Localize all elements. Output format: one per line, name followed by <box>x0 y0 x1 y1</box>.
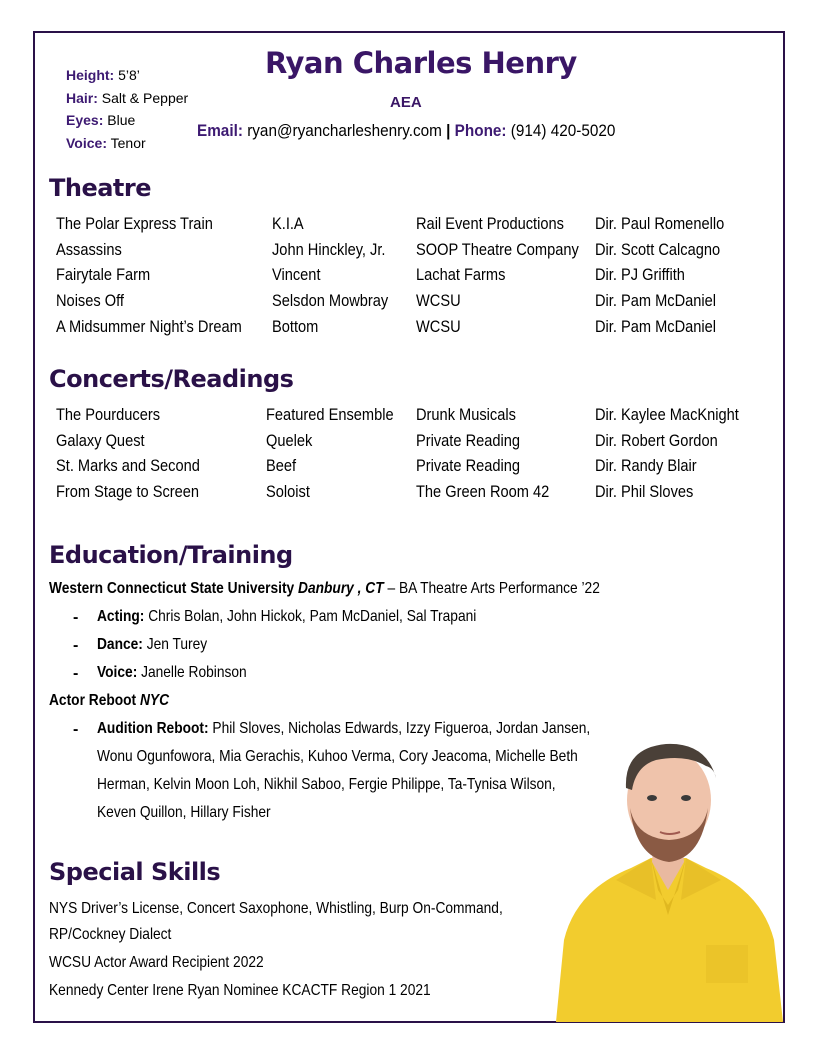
contact-separator: | <box>446 121 451 140</box>
education-heading: Education/Training <box>49 541 293 569</box>
skill-line: Kennedy Center Irene Ryan Nominee KCACTF Region 1 2021 <box>49 982 431 999</box>
skill-line: RP/Cockney Dialect <box>49 926 172 943</box>
stat-voice: Voice: Tenor <box>66 134 146 151</box>
audition-reboot-line-2: Wonu Ogunfowora, Mia Gerachis, Kuhoo Verma, Cory Jeacoma, Michelle Beth <box>97 748 578 765</box>
contact-line <box>197 121 615 141</box>
theatre-cell: WCSU <box>416 291 461 311</box>
theatre-cell: Dir. Scott Calcagno <box>595 239 721 259</box>
skill-line: WCSU Actor Award Recipient 2022 <box>49 954 264 971</box>
concerts-cell: Dir. Phil Sloves <box>595 482 694 502</box>
concerts-cell: The Green Room 42 <box>416 482 550 502</box>
training-acting: Acting: Chris Bolan, John Hickok, Pam McDaniel, Sal Trapani <box>97 608 477 625</box>
phone-number: (914) 420-5020 <box>510 121 616 140</box>
theatre-cell: John Hinckley, Jr. <box>272 239 386 259</box>
theatre-heading: Theatre <box>49 174 152 202</box>
stat-height: Height: 5’8’ <box>66 67 140 83</box>
concerts-heading: Concerts/Readings <box>49 365 294 393</box>
theatre-cell: WCSU <box>416 316 461 336</box>
concerts-cell: Dir. Randy Blair <box>595 456 697 476</box>
audition-reboot-line-4: Keven Quillon, Hillary Fisher <box>97 804 271 821</box>
email-link[interactable]: ryan@ryancharleshenry.com <box>247 121 442 140</box>
bullet-dash: - <box>73 637 79 654</box>
theatre-cell: A Midsummer Night’s Dream <box>56 316 242 336</box>
theatre-cell: The Polar Express Train <box>56 214 213 233</box>
concerts-cell: Beef <box>266 456 297 476</box>
theatre-cell: Vincent <box>272 265 321 285</box>
phone-label: Phone: <box>454 121 507 140</box>
concerts-cell: Soloist <box>266 482 310 502</box>
audition-reboot-line-1: Audition Reboot: Phil Sloves, Nicholas Edwards, Izzy Figueroa, Jordan Jansen, <box>97 720 591 737</box>
bullet-dash: - <box>73 721 79 738</box>
bullet-dash: - <box>73 665 79 682</box>
concerts-cell: Dir. Kaylee MacKnight <box>595 405 739 424</box>
concerts-cell: Quelek <box>266 430 313 450</box>
union-affiliation: AEA <box>390 94 422 111</box>
theatre-cell: Bottom <box>272 316 319 336</box>
actor-name: Ryan Charles Henry <box>265 46 577 80</box>
theatre-cell: Noises Off <box>56 291 124 311</box>
concerts-cell: Drunk Musicals <box>416 405 516 424</box>
headshot-photo <box>556 740 783 1022</box>
theatre-cell: K.I.A <box>272 214 304 233</box>
stat-eyes: Eyes: Blue <box>66 112 136 128</box>
concerts-cell: Private Reading <box>416 430 521 450</box>
concerts-cell: St. Marks and Second <box>56 456 200 476</box>
theatre-cell: Dir. Pam McDaniel <box>595 291 717 311</box>
stat-hair: Hair: Salt & Pepper <box>66 89 189 106</box>
bullet-dash: - <box>73 609 79 626</box>
training-voice: Voice: Janelle Robinson <box>97 664 247 681</box>
skill-line: NYS Driver’s License, Concert Saxophone, Whistling, Burp On-Command, <box>49 900 503 917</box>
concerts-cell: Featured Ensemble <box>266 405 394 424</box>
concerts-cell: Private Reading <box>416 456 521 476</box>
email-label: Email: <box>197 121 243 140</box>
training-dance: Dance: Jen Turey <box>97 636 208 653</box>
concerts-cell: The Pourducers <box>56 405 161 424</box>
concerts-cell: Dir. Robert Gordon <box>595 430 718 450</box>
theatre-cell: Dir. Paul Romenello <box>595 214 725 233</box>
physical-stats <box>66 64 188 154</box>
concerts-cell: From Stage to Screen <box>56 482 200 502</box>
headshot-illustration <box>556 740 783 1022</box>
theatre-cell: Dir. PJ Griffith <box>595 265 685 285</box>
theatre-cell: Dir. Pam McDaniel <box>595 316 717 336</box>
concerts-cell: Galaxy Quest <box>56 430 145 450</box>
skills-heading: Special Skills <box>49 858 221 886</box>
audition-reboot-line-3: Herman, Kelvin Moon Loh, Nikhil Saboo, Fergie Philippe, Ta-Tynisa Wilson, <box>97 776 556 793</box>
theatre-cell: Selsdon Mowbray <box>272 291 389 311</box>
theatre-cell: Assassins <box>56 239 122 259</box>
theatre-cell: Fairytale Farm <box>56 265 151 285</box>
theatre-cell: Lachat Farms <box>416 265 506 285</box>
theatre-cell: Rail Event Productions <box>416 214 564 233</box>
theatre-cell: SOOP Theatre Company <box>416 239 579 259</box>
school-actor-reboot: Actor Reboot NYC <box>49 692 170 709</box>
school-wcsu: Western Connecticut State University Danbury , CT – BA Theatre Arts Performance ’22 <box>49 580 600 597</box>
